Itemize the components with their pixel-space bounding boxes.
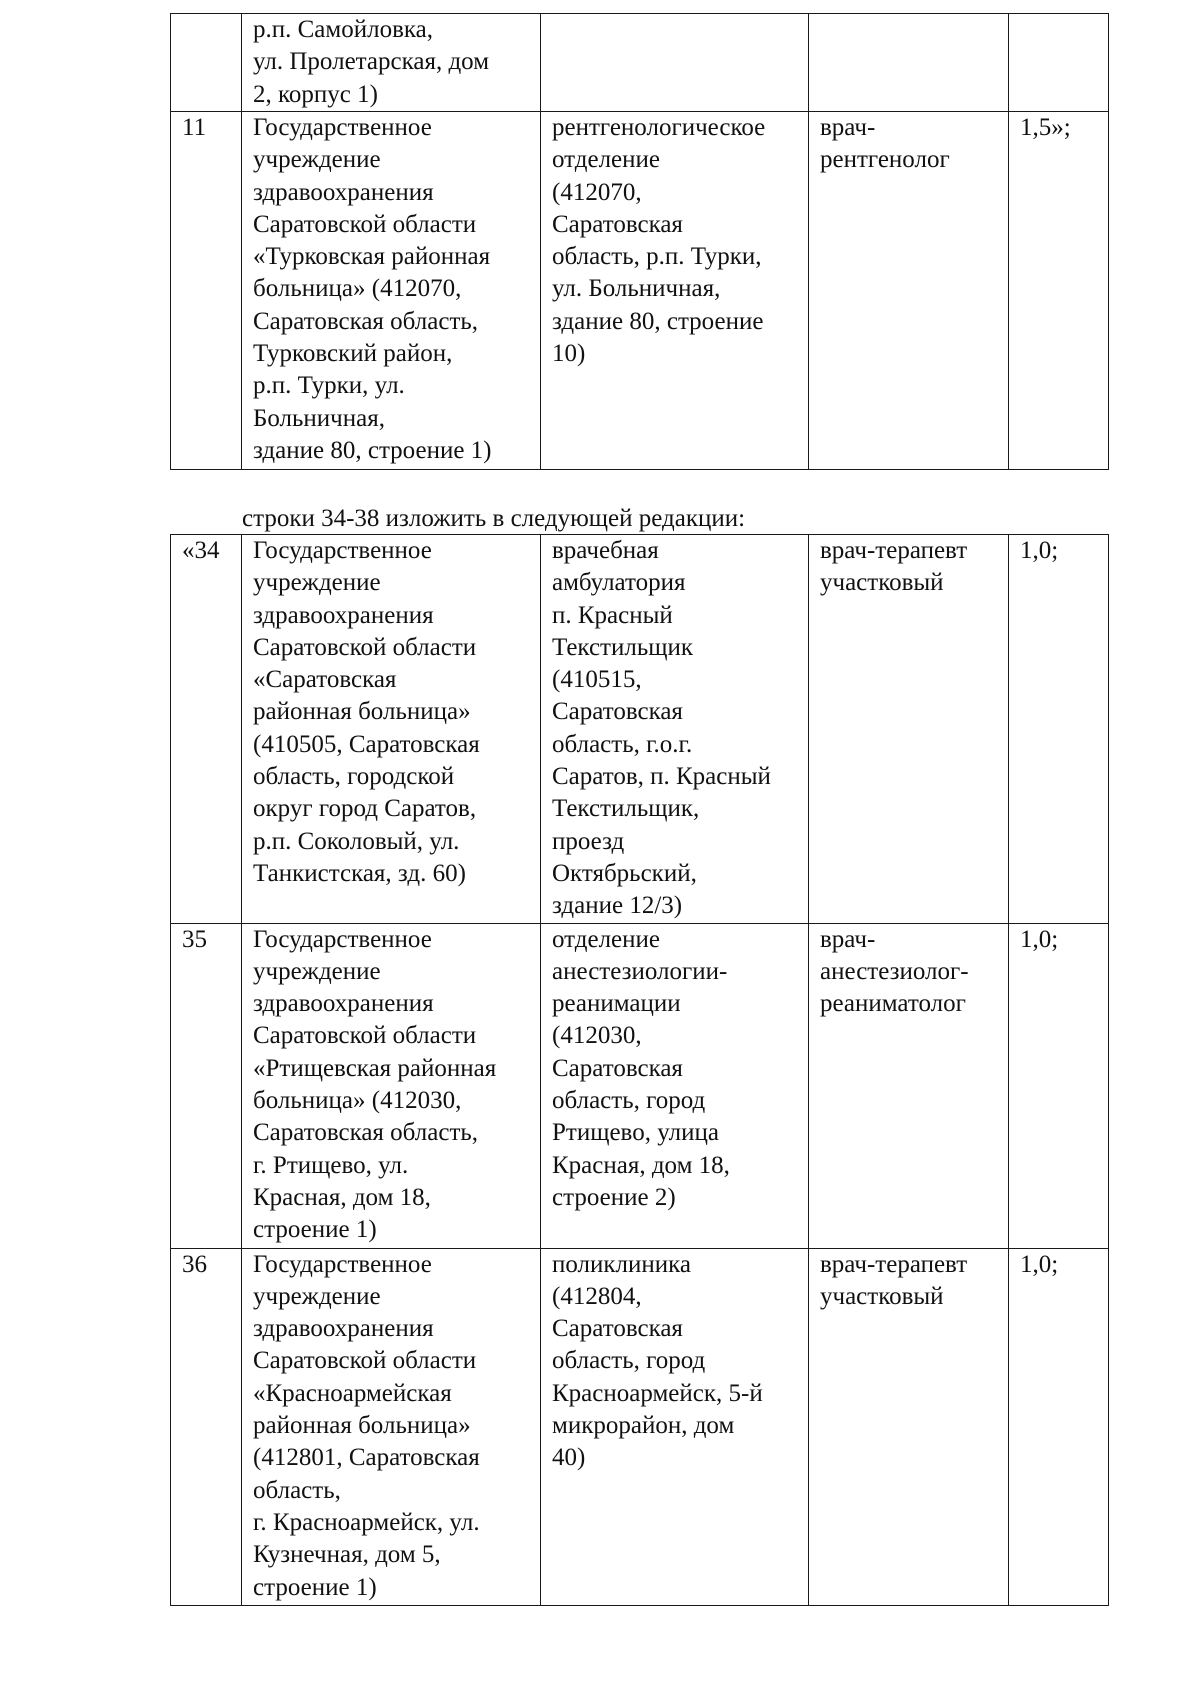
rate-cell (1009, 14, 1109, 112)
table-row-continuation (171, 14, 1109, 112)
table-row-34 (171, 535, 1109, 924)
department-cell (541, 14, 809, 112)
institution-cell: Государственное учреждение здравоохранения Саратовской области «Ртищевская районная больница» (412030, Саратовская область, г. Ртищево, ул. Красная, дом 18, строение 1) (242, 923, 541, 1248)
rate-cell: 1,0; (1009, 923, 1109, 1248)
department-cell: отделение анестезиологии- реанимации (412030, Саратовская область, город Ртищево, улица Красная, дом 18, строение 2) (541, 923, 809, 1248)
department-cell: рентгенологическое отделение (412070, Саратовская область, р.п. Турки, ул. Больничная, здание 80, строение 10) (541, 112, 809, 470)
amendment-instruction: строки 34-38 изложить в следующей редакции: (242, 505, 746, 532)
institution-cell: Государственное учреждение здравоохранения Саратовской области «Турковская районная больница» (412070, Саратовская область, Турковский район, р.п. Турки, ул. Больничная, здание 80, строение 1) (242, 112, 541, 470)
institution-cell: Государственное учреждение здравоохранения Саратовской области «Саратовская районная больница» (410505, Саратовская область, городской округ город Саратов, р.п. Соколовый, ул. Танкистская, зд. 60) (242, 535, 541, 924)
row-number-cell: «34 (171, 535, 242, 924)
row-number-cell: 35 (171, 923, 242, 1248)
position-cell: врач- рентгенолог (809, 112, 1009, 470)
rate-cell: 1,5»; (1009, 112, 1109, 470)
rate-cell: 1,0; (1009, 535, 1109, 924)
position-cell: врач- анестезиолог- реаниматолог (809, 923, 1009, 1248)
table-row-11 (171, 112, 1109, 470)
row-number-cell (171, 14, 242, 112)
table-row-36 (171, 1248, 1109, 1605)
position-cell (809, 14, 1009, 112)
institution-cell: р.п. Самойловка, ул. Пролетарская, дом 2, корпус 1) (242, 14, 541, 112)
department-cell: врачебная амбулатория п. Красный Текстильщик (410515, Саратовская область, г.о.г. Саратов, п. Красный Текстильщик, проезд Октябрьский, здание 12/3) (541, 535, 809, 924)
department-cell: поликлиника (412804, Саратовская область, город Красноармейск, 5-й микрорайон, дом 40) (541, 1248, 809, 1605)
rate-cell: 1,0; (1009, 1248, 1109, 1605)
table-row-35 (171, 923, 1109, 1248)
position-cell: врач-терапевт участковый (809, 1248, 1009, 1605)
continuation-table (170, 13, 1109, 470)
position-cell: врач-терапевт участковый (809, 535, 1009, 924)
amended-rows-table (170, 534, 1109, 1606)
row-number-cell: 11 (171, 112, 242, 470)
institution-cell: Государственное учреждение здравоохранения Саратовской области «Красноармейская районная больница» (412801, Саратовская область, г. Красноармейск, ул. Кузнечная, дом 5, строение 1) (242, 1248, 541, 1605)
row-number-cell: 36 (171, 1248, 242, 1605)
